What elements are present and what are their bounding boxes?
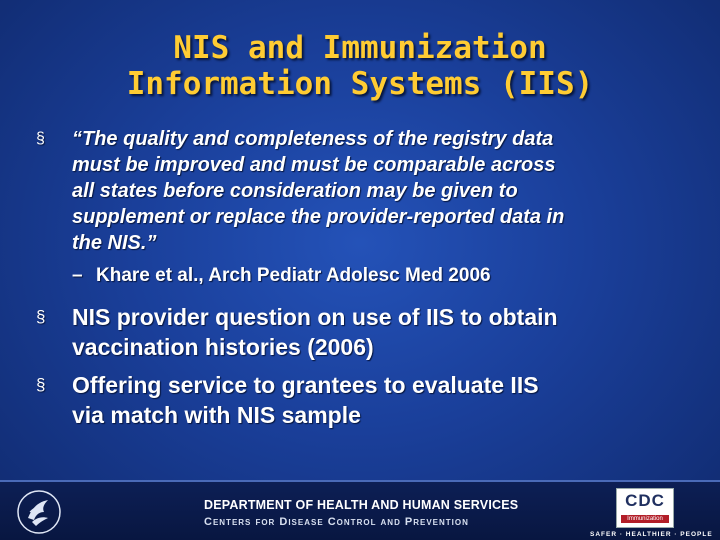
cdc-logo-text: CDC: [625, 491, 665, 510]
bullet-text: [72, 302, 558, 362]
bullet-line: supplement or replace the provider-reported data in: [72, 206, 565, 228]
bullet-text: [72, 126, 692, 256]
cdc-logo: [616, 488, 674, 528]
bullet-marker: §: [36, 375, 46, 394]
tagline: SAFER · HEALTHIER · PEOPLE: [590, 531, 713, 538]
bullet-text: [72, 370, 539, 430]
citation-text: Khare et al., Arch Pediatr Adolesc Med 2006: [96, 265, 491, 286]
bullet-line: via match with NIS sample: [72, 402, 361, 428]
bullet-line: the NIS.”: [72, 232, 157, 254]
bullet-line: must be improved and must be comparable across: [72, 154, 556, 176]
bullet-line: vaccination histories (2006): [72, 334, 374, 360]
bullet-line: all states before consideration may be given to: [72, 180, 518, 202]
division-name: Centers for Disease Control and Prevention: [204, 516, 469, 528]
bullet-marker: §: [36, 130, 45, 147]
title-line-1: NIS and Immunization: [173, 30, 547, 66]
cdc-logo-band: [621, 515, 669, 523]
footer-banner: [0, 480, 720, 540]
cdc-logo-band-text: Immunization: [627, 516, 663, 522]
bullet-line: NIS provider question on use of IIS to obtain: [72, 304, 558, 330]
title-line-2: Information Systems (IIS): [126, 66, 594, 102]
bullet-marker: §: [36, 307, 46, 326]
bullet-line: Offering service to grantees to evaluate IIS: [72, 372, 539, 398]
hhs-eagle-icon: [14, 488, 64, 536]
citation: [72, 263, 491, 289]
slide-title: [0, 30, 720, 102]
bullet-line: “The quality and completeness of the registry data: [72, 128, 554, 150]
department-name: DEPARTMENT OF HEALTH AND HUMAN SERVICES: [204, 498, 519, 512]
citation-dash: –: [72, 265, 83, 286]
